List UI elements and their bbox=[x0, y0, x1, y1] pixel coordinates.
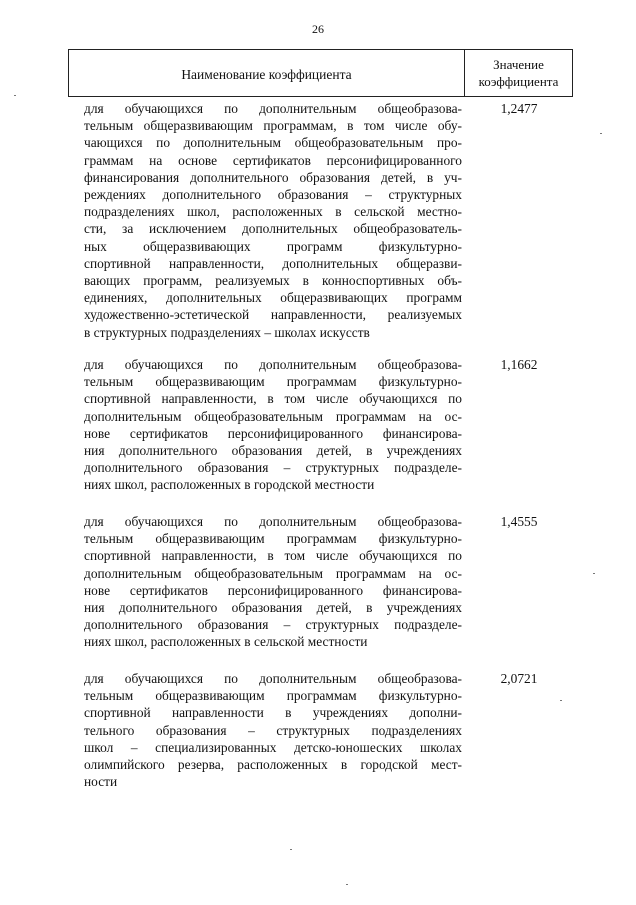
coefficient-value: 1,1662 bbox=[500, 357, 538, 372]
coefficient-description bbox=[84, 356, 462, 494]
description-line: ния дополнительного образования детей, в учреждениях bbox=[84, 600, 462, 616]
description-line: для обучающихся по дополнительным общеобразова- bbox=[84, 671, 462, 686]
description-line: спортивной направленности, в том числе обучающихся по bbox=[84, 391, 462, 407]
scan-speck bbox=[560, 700, 562, 701]
description-line: нове сертификатов персонифицированного финансирова- bbox=[84, 582, 462, 598]
description-line: дополнительного образования – структурных подразделе- bbox=[84, 617, 462, 633]
description-line: школ – специализированных детско-юношеских школах bbox=[84, 739, 462, 755]
column-header-value bbox=[465, 50, 572, 96]
scan-speck bbox=[346, 884, 348, 885]
description-line: подразделениях школ, расположенных в сельской местно- bbox=[84, 204, 462, 220]
page-number: 26 bbox=[312, 22, 324, 36]
description-line: художественно-эстетической направленности, реализуемых bbox=[84, 307, 462, 323]
description-line: дополнительным общеобразовательным программам на ос- bbox=[84, 408, 462, 424]
description-line: чающихся по дополнительным общеобразовательным про- bbox=[84, 135, 462, 151]
column-header-value-line1: Значение bbox=[493, 57, 544, 72]
description-line: ния дополнительного образования детей, в учреждениях bbox=[84, 443, 462, 459]
description-line: тельным общеразвивающим программам физкультурно- bbox=[84, 688, 462, 704]
description-line: ниях школ, расположенных в сельской местности bbox=[84, 634, 368, 650]
description-line: нове сертификатов персонифицированного финансирова- bbox=[84, 425, 462, 441]
description-line: дополнительным общеобразовательным программам на ос- bbox=[84, 565, 462, 581]
description-line: спортивной направленности, дополнительных общеразви- bbox=[84, 255, 462, 271]
scan-speck bbox=[593, 573, 595, 574]
description-line: тельного образования – структурных подразделениях bbox=[84, 722, 462, 738]
description-line: ных общеразвивающих программ физкультурно- bbox=[84, 238, 462, 254]
coefficient-value: 2,0721 bbox=[500, 671, 538, 686]
description-line: дополнительного образования – структурных подразделе- bbox=[84, 460, 462, 476]
description-line: финансирования дополнительного образования детей, в уч- bbox=[84, 169, 462, 185]
description-line: олимпийского резерва, расположенных в городской мест- bbox=[84, 757, 462, 773]
column-header-name: Наименование коэффициента bbox=[69, 50, 465, 96]
column-header-value-line2: коэффициента bbox=[478, 74, 559, 89]
description-line: для обучающихся по дополнительным общеобразова- bbox=[84, 357, 462, 372]
coefficient-value: 1,2477 bbox=[500, 101, 538, 116]
scan-speck bbox=[14, 95, 16, 96]
description-line: ниях школ, расположенных в городской местности bbox=[84, 477, 375, 493]
description-line: в структурных подразделениях – школах искусств bbox=[84, 324, 370, 340]
description-line: единениях, дополнительных общеразвивающих программ bbox=[84, 290, 462, 306]
description-line: тельным общеразвивающим программам физкультурно- bbox=[84, 531, 462, 547]
description-line: тельным общеразвивающим программам физкультурно- bbox=[84, 374, 462, 390]
description-line: спортивной направленности в учреждениях дополни- bbox=[84, 705, 462, 721]
description-line: тельным общеразвивающим программам, в том числе обу- bbox=[84, 118, 462, 134]
coefficient-description bbox=[84, 513, 462, 651]
description-line: граммам на основе сертификатов персонифицированного bbox=[84, 152, 462, 168]
scan-speck bbox=[600, 133, 602, 134]
scan-speck bbox=[290, 849, 292, 850]
coefficient-description bbox=[84, 100, 462, 341]
coefficient-description bbox=[84, 670, 462, 790]
description-line: ности bbox=[84, 774, 118, 790]
description-line: для обучающихся по дополнительным общеобразова- bbox=[84, 514, 462, 529]
description-line: сти, за исключением дополнительных общеобразователь- bbox=[84, 221, 462, 237]
description-line: для обучающихся по дополнительным общеобразова- bbox=[84, 101, 462, 116]
description-line: спортивной направленности, в том числе обучающихся по bbox=[84, 548, 462, 564]
table-header bbox=[68, 49, 573, 97]
description-line: реждениях дополнительного образования – структурных bbox=[84, 187, 462, 203]
description-line: вающих программ, реализуемых в конноспортивных объ- bbox=[84, 273, 462, 289]
coefficient-value: 1,4555 bbox=[500, 514, 538, 529]
